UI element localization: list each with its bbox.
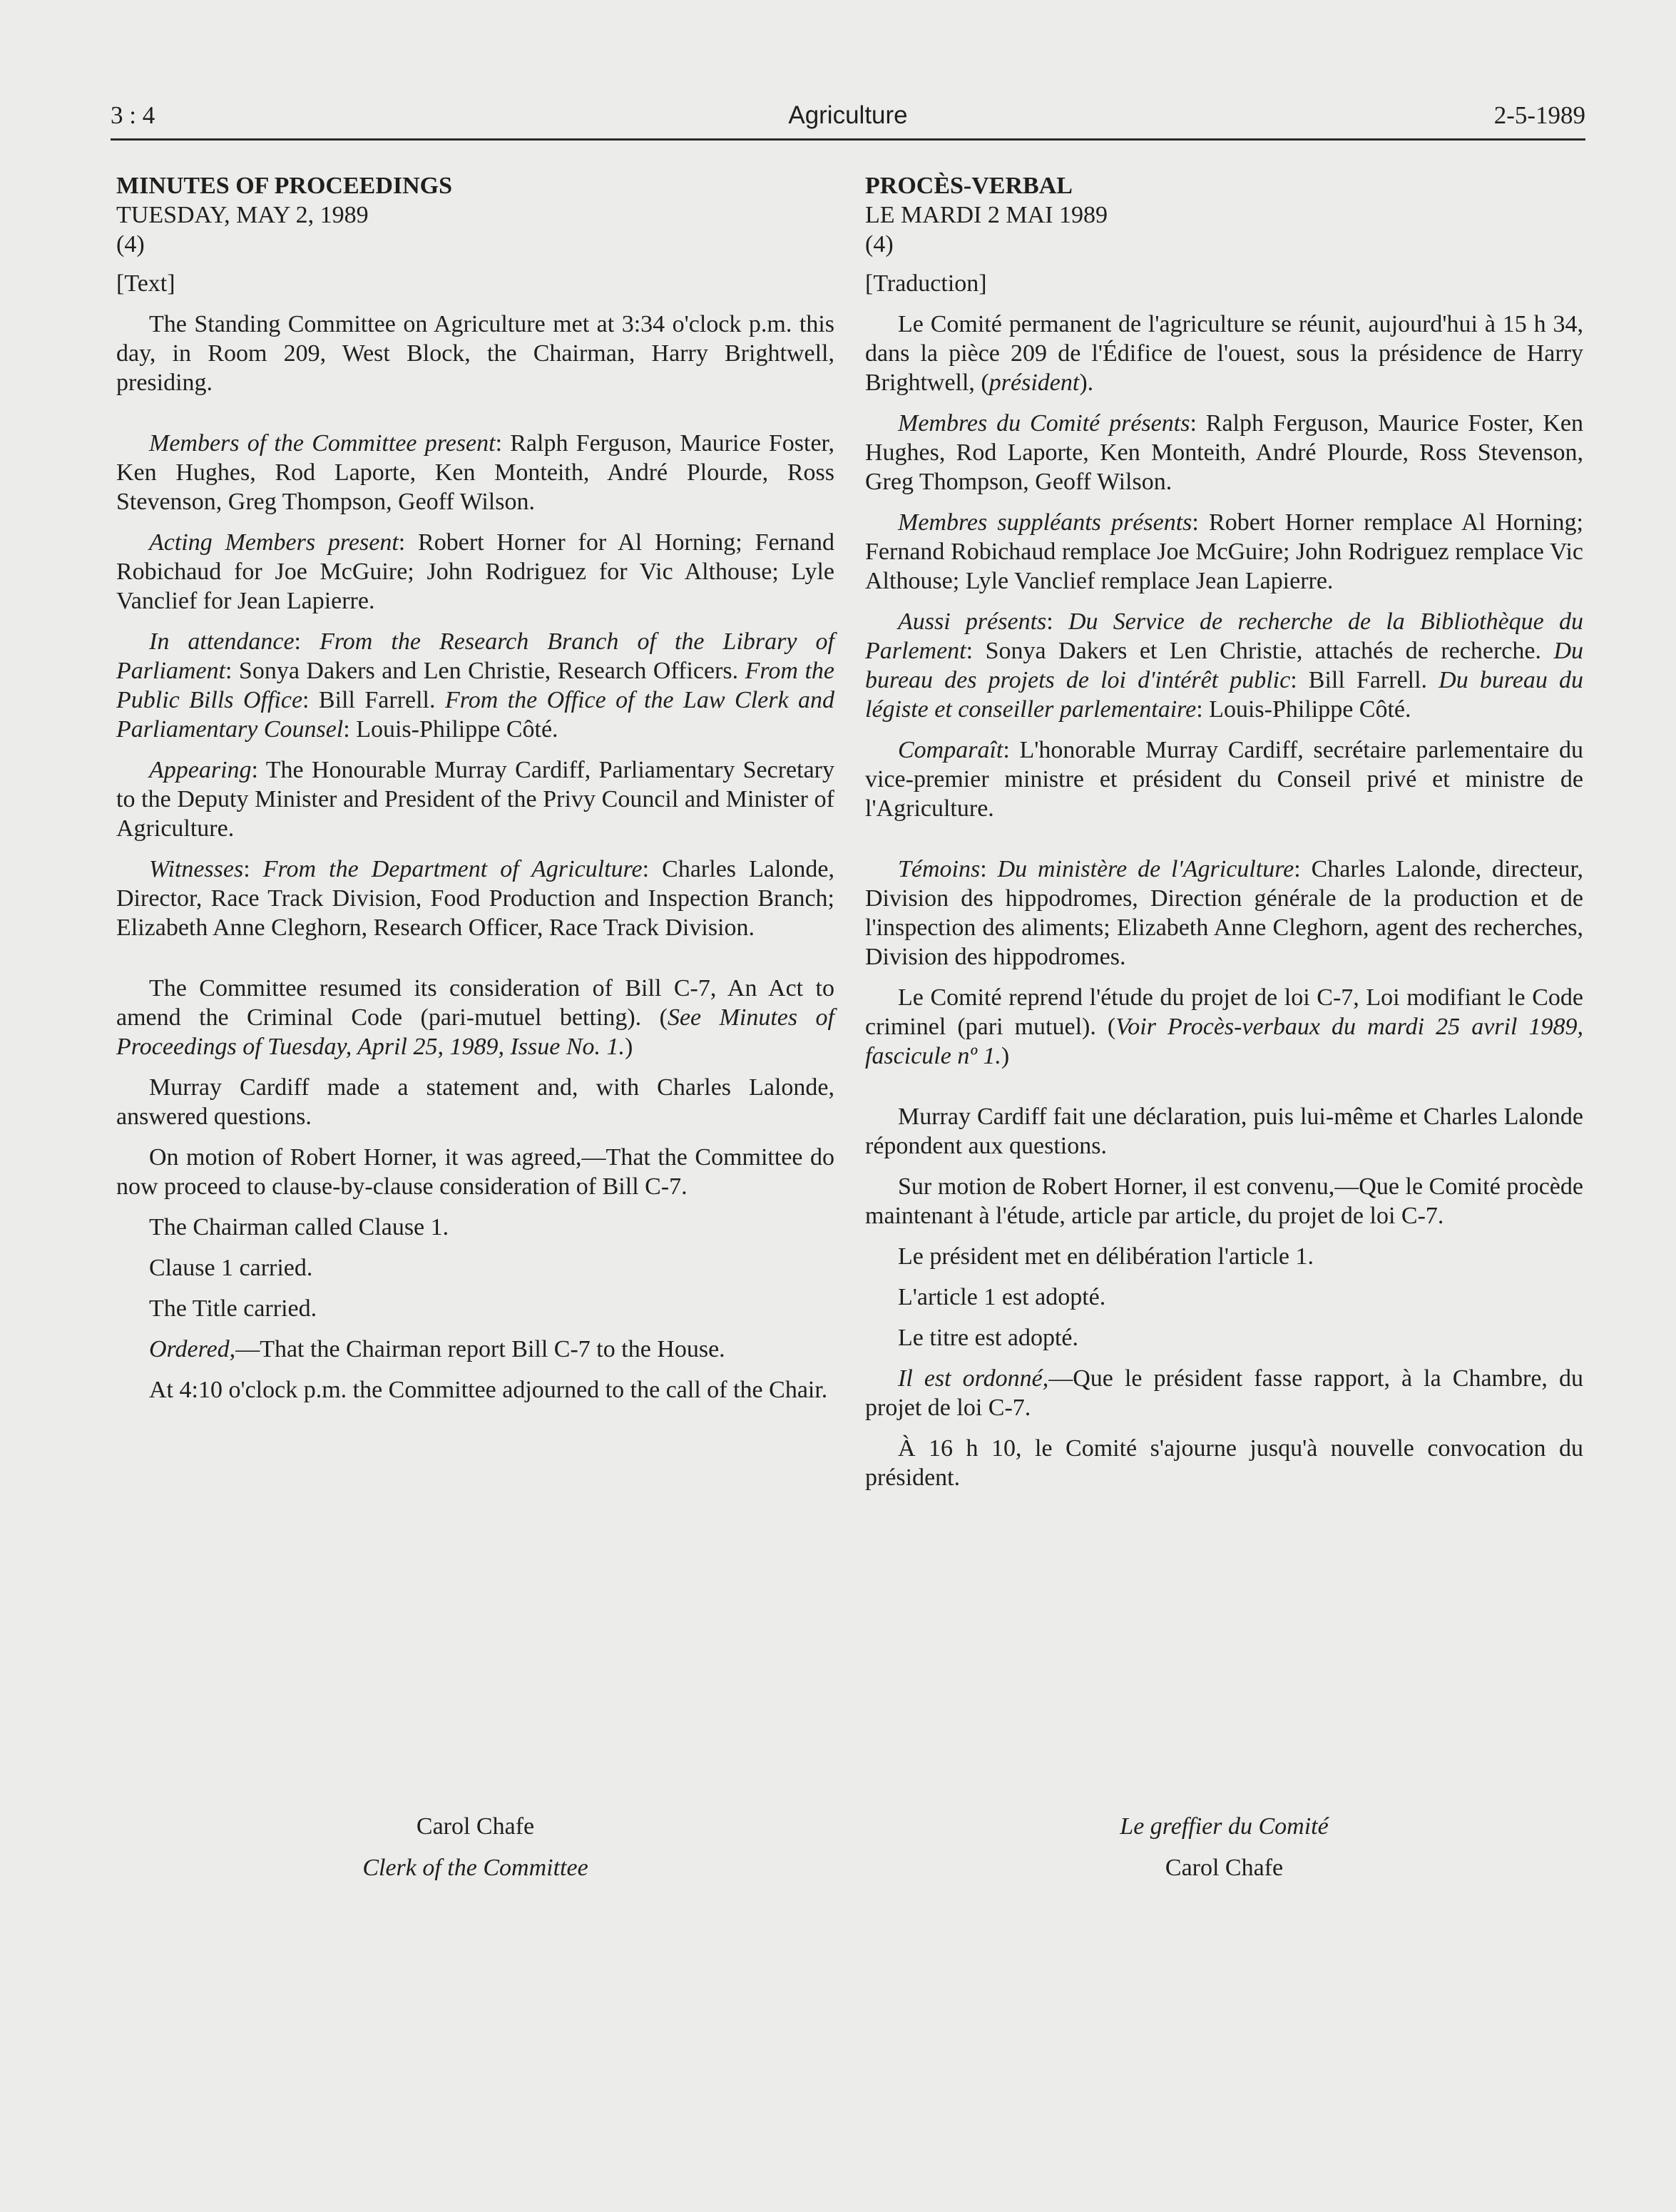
acting-members: Acting Members present: Robert Horner for Al Horning; Fernand Robichaud for Joe McGuire; John Rodriguez for Vic Althouse; Lyle Vanclief for Jean Lapierre. — [116, 529, 834, 614]
committee-name: Agriculture — [788, 101, 908, 129]
meeting-date-fr: LE MARDI 2 MAI 1989 — [865, 202, 1108, 228]
clause-carried: Clause 1 carried. — [149, 1255, 313, 1281]
members-present: Members of the Committee present: Ralph Ferguson, Maurice Foster, Ken Hughes, Rod Laporte, Ken Monteith, André Plourde, Ross Stevenson, Greg Thompson, Geoff Wilson. — [116, 430, 834, 515]
clerk-title-fr: Le greffier du Comité — [1120, 1813, 1329, 1840]
ordered: Ordered,—That the Chairman report Bill C-7 to the House. — [149, 1336, 725, 1362]
opening-paragraph: The Standing Committee on Agriculture met at 3:34 o'clock p.m. this day, in Room 209, West Block, the Chairman, Harry Brightwell, presiding. — [116, 311, 834, 396]
french-signature — [865, 1806, 1583, 1889]
title-carried-fr: Le titre est adopté. — [898, 1325, 1079, 1351]
adjournment-fr: À 16 h 10, le Comité s'ajourne jusqu'à nouvelle convocation du président. — [865, 1435, 1583, 1491]
clerk-title: Clerk of the Committee — [362, 1855, 588, 1881]
witnesses-fr: Témoins: Du ministère de l'Agriculture: Charles Lalonde, directeur, Division des hippodromes, Direction générale de la production et de l'inspection des aliments; Elizabeth Anne Cleghorn, agent des recherches, Division des hippodromes. — [865, 856, 1583, 970]
in-attendance: In attendance: From the Research Branch of the Library of Parliament: Sonya Dakers and Len Christie, Research Officers. From the Public Bills Office: Bill Farrell. From the Office of the Law Clerk and Parliamentary Counsel: Louis-Philippe Côté. — [116, 628, 835, 743]
french-column — [865, 171, 1583, 1492]
members-present-fr: Membres du Comité présents: Ralph Ferguson, Maurice Foster, Ken Hughes, Rod Laporte, Ken Monteith, André Plourde, Ross Stevenson, Greg Thompson, Geoff Wilson. — [865, 410, 1584, 495]
resumed-consideration: The Committee resumed its consideration of Bill C-7, An Act to amend the Criminal Code (pari-mutuel betting). (See Minutes of Proceedings of Tuesday, April 25, 1989, Issue No. 1.) — [116, 975, 834, 1060]
page-header — [111, 98, 1585, 141]
clerk-name: Carol Chafe — [416, 1813, 535, 1840]
clause-called: The Chairman called Clause 1. — [149, 1214, 449, 1240]
statement: Murray Cardiff made a statement and, with Charles Lalonde, answered questions. — [116, 1074, 834, 1130]
clerk-name-fr: Carol Chafe — [1165, 1855, 1284, 1881]
ordered-fr: Il est ordonné,—Que le président fasse rapport, à la Chambre, du projet de loi C-7. — [865, 1365, 1583, 1421]
clause-called-fr: Le président met en délibération l'article 1. — [898, 1243, 1314, 1270]
motion-fr: Sur motion de Robert Horner, il est convenu,—Que le Comité procède maintenant à l'étude, article par article, du projet de loi C-7. — [865, 1173, 1583, 1229]
meeting-number: (4) — [116, 231, 145, 258]
header-date: 2-5-1989 — [1493, 101, 1585, 129]
english-column — [116, 171, 834, 1405]
english-signature — [116, 1806, 834, 1889]
page-number: 3 : 4 — [111, 101, 155, 129]
acting-members-fr: Membres suppléants présents: Robert Horner remplace Al Horning; Fernand Robichaud remplace Joe McGuire; John Rodriguez remplace Vic Althouse; Lyle Vanclief remplace Jean Lapierre. — [865, 509, 1584, 594]
resumed-consideration-fr: Le Comité reprend l'étude du projet de loi C-7, Loi modifiant le Code criminel (pari mutuel). (Voir Procès-verbaux du mardi 25 avril 1989, fascicule nº 1.) — [865, 984, 1583, 1069]
meeting-date: TUESDAY, MAY 2, 1989 — [116, 202, 369, 228]
witnesses: Witnesses: From the Department of Agriculture: Charles Lalonde, Director, Race Track Division, Food Production and Inspection Branch; Elizabeth Anne Cleghorn, Research Officer, Race Track Division. — [116, 856, 834, 941]
opening-paragraph-fr: Le Comité permanent de l'agriculture se réunit, aujourd'hui à 15 h 34, dans la pièce 209 de l'Édifice de l'ouest, sous la présidence de Harry Brightwell, (président). — [865, 311, 1583, 396]
appearing-fr: Comparaît: L'honorable Murray Cardiff, secrétaire parlementaire du vice-premier ministre et président du Conseil privé et ministre de l'Agriculture. — [865, 737, 1583, 822]
adjournment: At 4:10 o'clock p.m. the Committee adjourned to the call of the Chair. — [149, 1377, 828, 1403]
minutes-title: MINUTES OF PROCEEDINGS — [116, 173, 453, 199]
clause-carried-fr: L'article 1 est adopté. — [898, 1284, 1106, 1310]
title-carried: The Title carried. — [149, 1295, 317, 1322]
appearing: Appearing: The Honourable Murray Cardiff, Parliamentary Secretary to the Deputy Minister and President of the Privy Council and Minister of Agriculture. — [116, 757, 834, 842]
meeting-number-fr: (4) — [865, 231, 894, 258]
proces-verbal-title: PROCÈS-VERBAL — [865, 173, 1073, 199]
text-tag: [Text] — [116, 270, 175, 297]
motion: On motion of Robert Horner, it was agreed,—That the Committee do now proceed to clause-by-clause consideration of Bill C-7. — [116, 1144, 834, 1200]
translation-tag: [Traduction] — [865, 270, 987, 297]
members-label: Members of the Committee present — [149, 430, 496, 457]
statement-fr: Murray Cardiff fait une déclaration, puis lui-même et Charles Lalonde répondent aux questions. — [865, 1104, 1583, 1159]
in-attendance-fr: Aussi présents: Du Service de recherche de la Bibliothèque du Parlement: Sonya Dakers et Len Christie, attachés de recherche. Du bureau des projets de loi d'intérêt public: Bill Farrell. Du bureau du légiste et conseiller parlementaire: Louis-Philippe Côté. — [865, 608, 1584, 723]
